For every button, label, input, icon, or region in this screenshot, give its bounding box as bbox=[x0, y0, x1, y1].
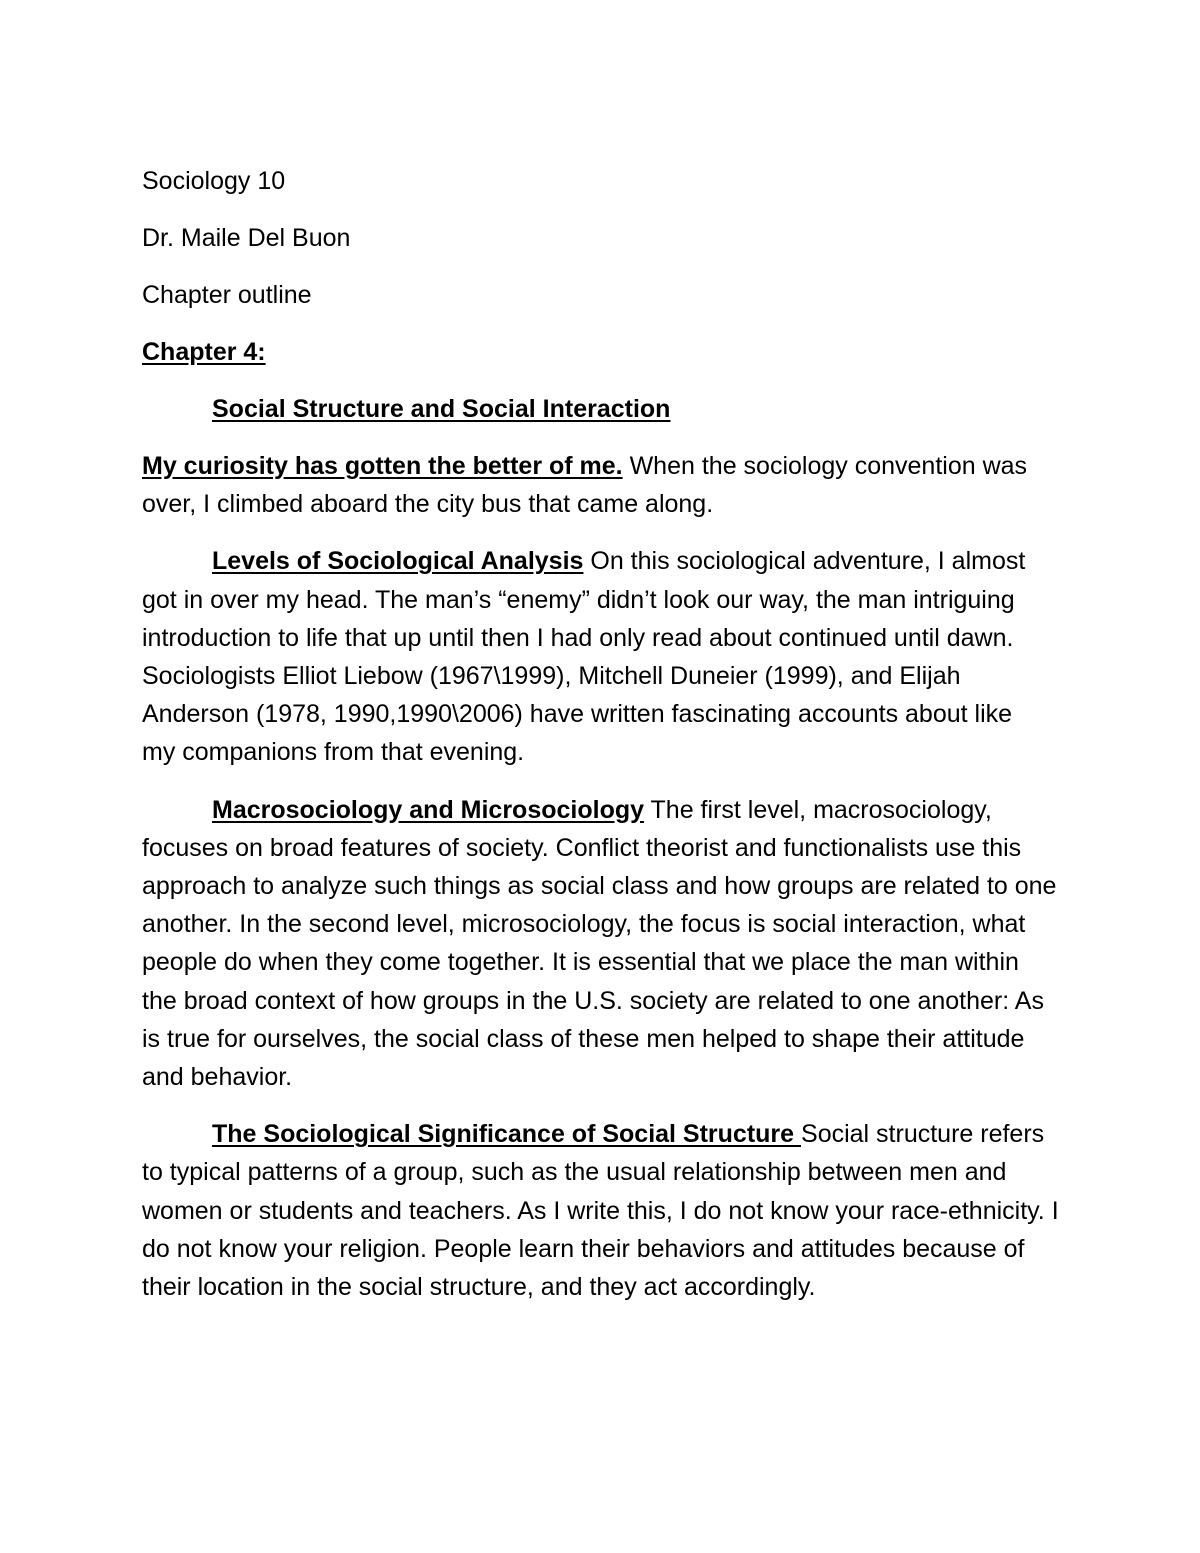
instructor-name: Dr. Maile Del Buon bbox=[142, 224, 351, 252]
section-lead: The Sociological Significance of Social Structure bbox=[212, 1120, 802, 1149]
section-significance bbox=[142, 1115, 1060, 1306]
section-lead: My curiosity has gotten the better of me. bbox=[142, 452, 623, 480]
section-body: The first level, macrosociology, focuses on broad features of society. Conflict theorist and functionalists use this approach to analyze such things as social class and how groups are related to one another. In the second level, microsociology, the focus is social interaction, what people do when they come together. It is essential that we place the man within the broad context of how groups in the U.S. society are related to one another: As is true for ourselves, the social class of these men helped to shape their attitude and behavior. bbox=[142, 795, 1057, 1092]
chapter-label: Chapter 4: bbox=[142, 338, 266, 366]
section-lead: Levels of Sociological Analysis bbox=[212, 547, 584, 576]
course-name: Sociology 10 bbox=[142, 167, 286, 195]
document-content bbox=[142, 162, 1062, 1325]
document-type: Chapter outline bbox=[142, 281, 312, 309]
section-lead: Macrosociology and Microsociology bbox=[212, 795, 645, 824]
chapter-title: Social Structure and Social Interaction bbox=[212, 395, 671, 423]
section-body: When the sociology convention was over, I climbed aboard the city bus that came along. bbox=[142, 452, 1028, 519]
section-levels bbox=[142, 542, 1047, 771]
section-body: Social structure refers to typical patterns of a group, such as the usual relationship between men and women or students and teachers. As I write this, I do not know your race-ethnicity. I do not know your religion. People learn their behaviors and attitudes because of their location in the social structure, and they act accordingly. bbox=[142, 1120, 1059, 1302]
section-macro-micro bbox=[142, 791, 1057, 1097]
section-intro bbox=[142, 447, 1062, 523]
section-body: On this sociological adventure, I almost got in over my head. The man’s “enemy” didn’t look our way, the man intriguing introduction to life that up until then I had only read about continued until dawn. Sociologists Elliot Liebow (1967\1999), Mitchell Duneier (1999), and Elijah Anderson (1978, 1990,1990\2006) have written fascinating accounts about like my companions from that evening. bbox=[142, 547, 1026, 767]
